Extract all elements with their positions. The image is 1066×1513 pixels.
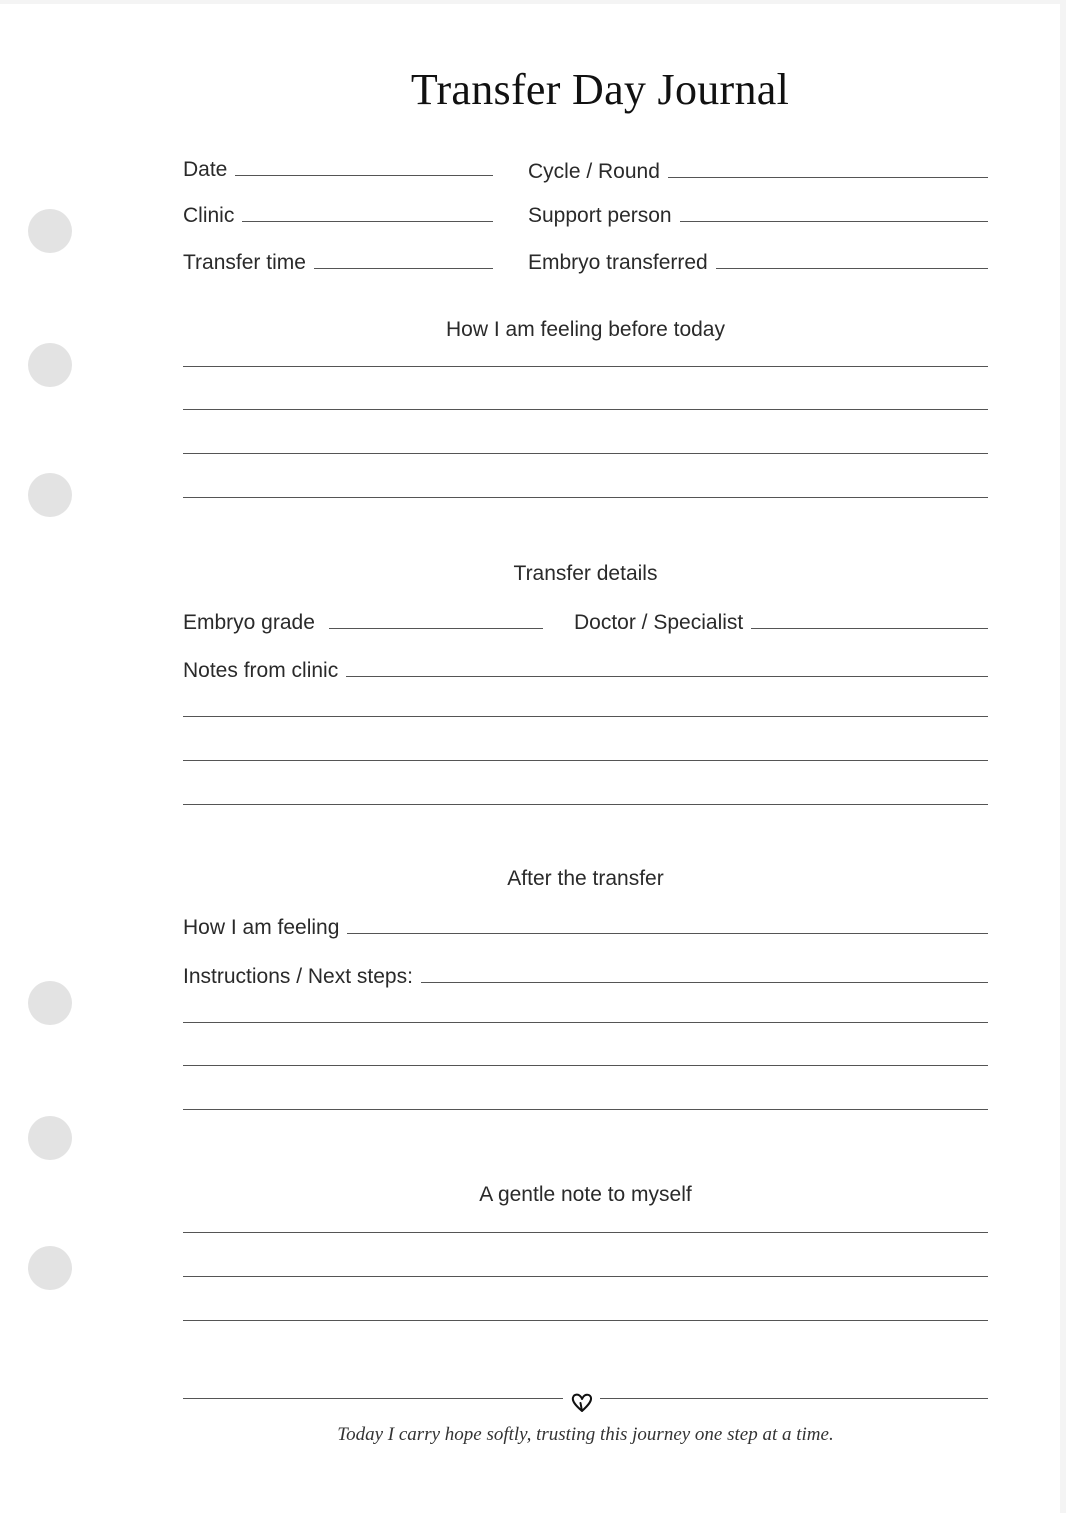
write-line[interactable]: [329, 628, 543, 629]
instructions-label: Instructions / Next steps:: [183, 965, 413, 988]
embryo-transferred-field[interactable]: [528, 243, 988, 273]
write-line[interactable]: [183, 1232, 988, 1233]
footer-divider-left: [183, 1398, 563, 1399]
write-line[interactable]: [183, 804, 988, 805]
page-title: Transfer Day Journal: [410, 65, 790, 114]
binder-hole: [28, 209, 72, 253]
embryo-grade-field[interactable]: [183, 603, 543, 633]
write-line[interactable]: [235, 175, 493, 176]
binder-hole: [28, 981, 72, 1025]
write-line[interactable]: [183, 366, 988, 367]
write-line[interactable]: [242, 221, 493, 222]
write-line[interactable]: [183, 1276, 988, 1277]
journal-page: [0, 4, 1060, 1513]
binder-hole: [28, 1116, 72, 1160]
binder-hole: [28, 473, 72, 517]
section-heading-after-transfer: After the transfer: [507, 867, 664, 890]
write-line[interactable]: [183, 409, 988, 410]
write-line[interactable]: [183, 716, 988, 717]
write-line[interactable]: [751, 628, 988, 629]
transfer-time-label: Transfer time: [183, 251, 306, 274]
after-feeling-label: How I am feeling: [183, 916, 340, 939]
binder-hole: [28, 343, 72, 387]
section-heading-gentle-note: A gentle note to myself: [479, 1183, 692, 1206]
write-line[interactable]: [183, 1320, 988, 1321]
write-line[interactable]: [668, 177, 988, 178]
heart-icon: [569, 1389, 595, 1415]
clinic-notes-label: Notes from clinic: [183, 659, 339, 682]
after-feeling-field[interactable]: [183, 908, 988, 938]
clinic-notes-field[interactable]: [183, 651, 988, 681]
embryo-transferred-label: Embryo transferred: [528, 251, 708, 274]
footer-divider-right: [600, 1398, 988, 1399]
write-line[interactable]: [183, 1022, 988, 1023]
cycle-round-field[interactable]: [528, 152, 988, 182]
support-person-field[interactable]: [528, 196, 988, 226]
binder-hole: [28, 1246, 72, 1290]
date-label: Date: [183, 158, 228, 181]
write-line[interactable]: [183, 760, 988, 761]
write-line[interactable]: [183, 497, 988, 498]
write-line[interactable]: [183, 1109, 988, 1110]
section-heading-feeling-before: How I am feeling before today: [446, 318, 725, 341]
write-line[interactable]: [183, 453, 988, 454]
write-line[interactable]: [183, 1065, 988, 1066]
closing-quote: Today I carry hope softly, trusting this journey one step at a time.: [337, 1424, 834, 1445]
write-line[interactable]: [347, 933, 988, 934]
doctor-field[interactable]: [574, 603, 988, 633]
transfer-time-field[interactable]: [183, 243, 493, 273]
cycle-round-label: Cycle / Round: [528, 160, 660, 183]
clinic-field[interactable]: [183, 196, 493, 226]
section-heading-transfer-details: Transfer details: [513, 562, 658, 585]
embryo-grade-label: Embryo grade: [183, 611, 315, 634]
write-line[interactable]: [346, 676, 988, 677]
write-line[interactable]: [421, 982, 988, 983]
date-field[interactable]: [183, 150, 493, 180]
doctor-label: Doctor / Specialist: [574, 611, 744, 634]
write-line[interactable]: [680, 221, 988, 222]
clinic-label: Clinic: [183, 204, 235, 227]
instructions-field[interactable]: [183, 957, 988, 987]
write-line[interactable]: [716, 268, 988, 269]
support-person-label: Support person: [528, 204, 672, 227]
write-line[interactable]: [314, 268, 493, 269]
